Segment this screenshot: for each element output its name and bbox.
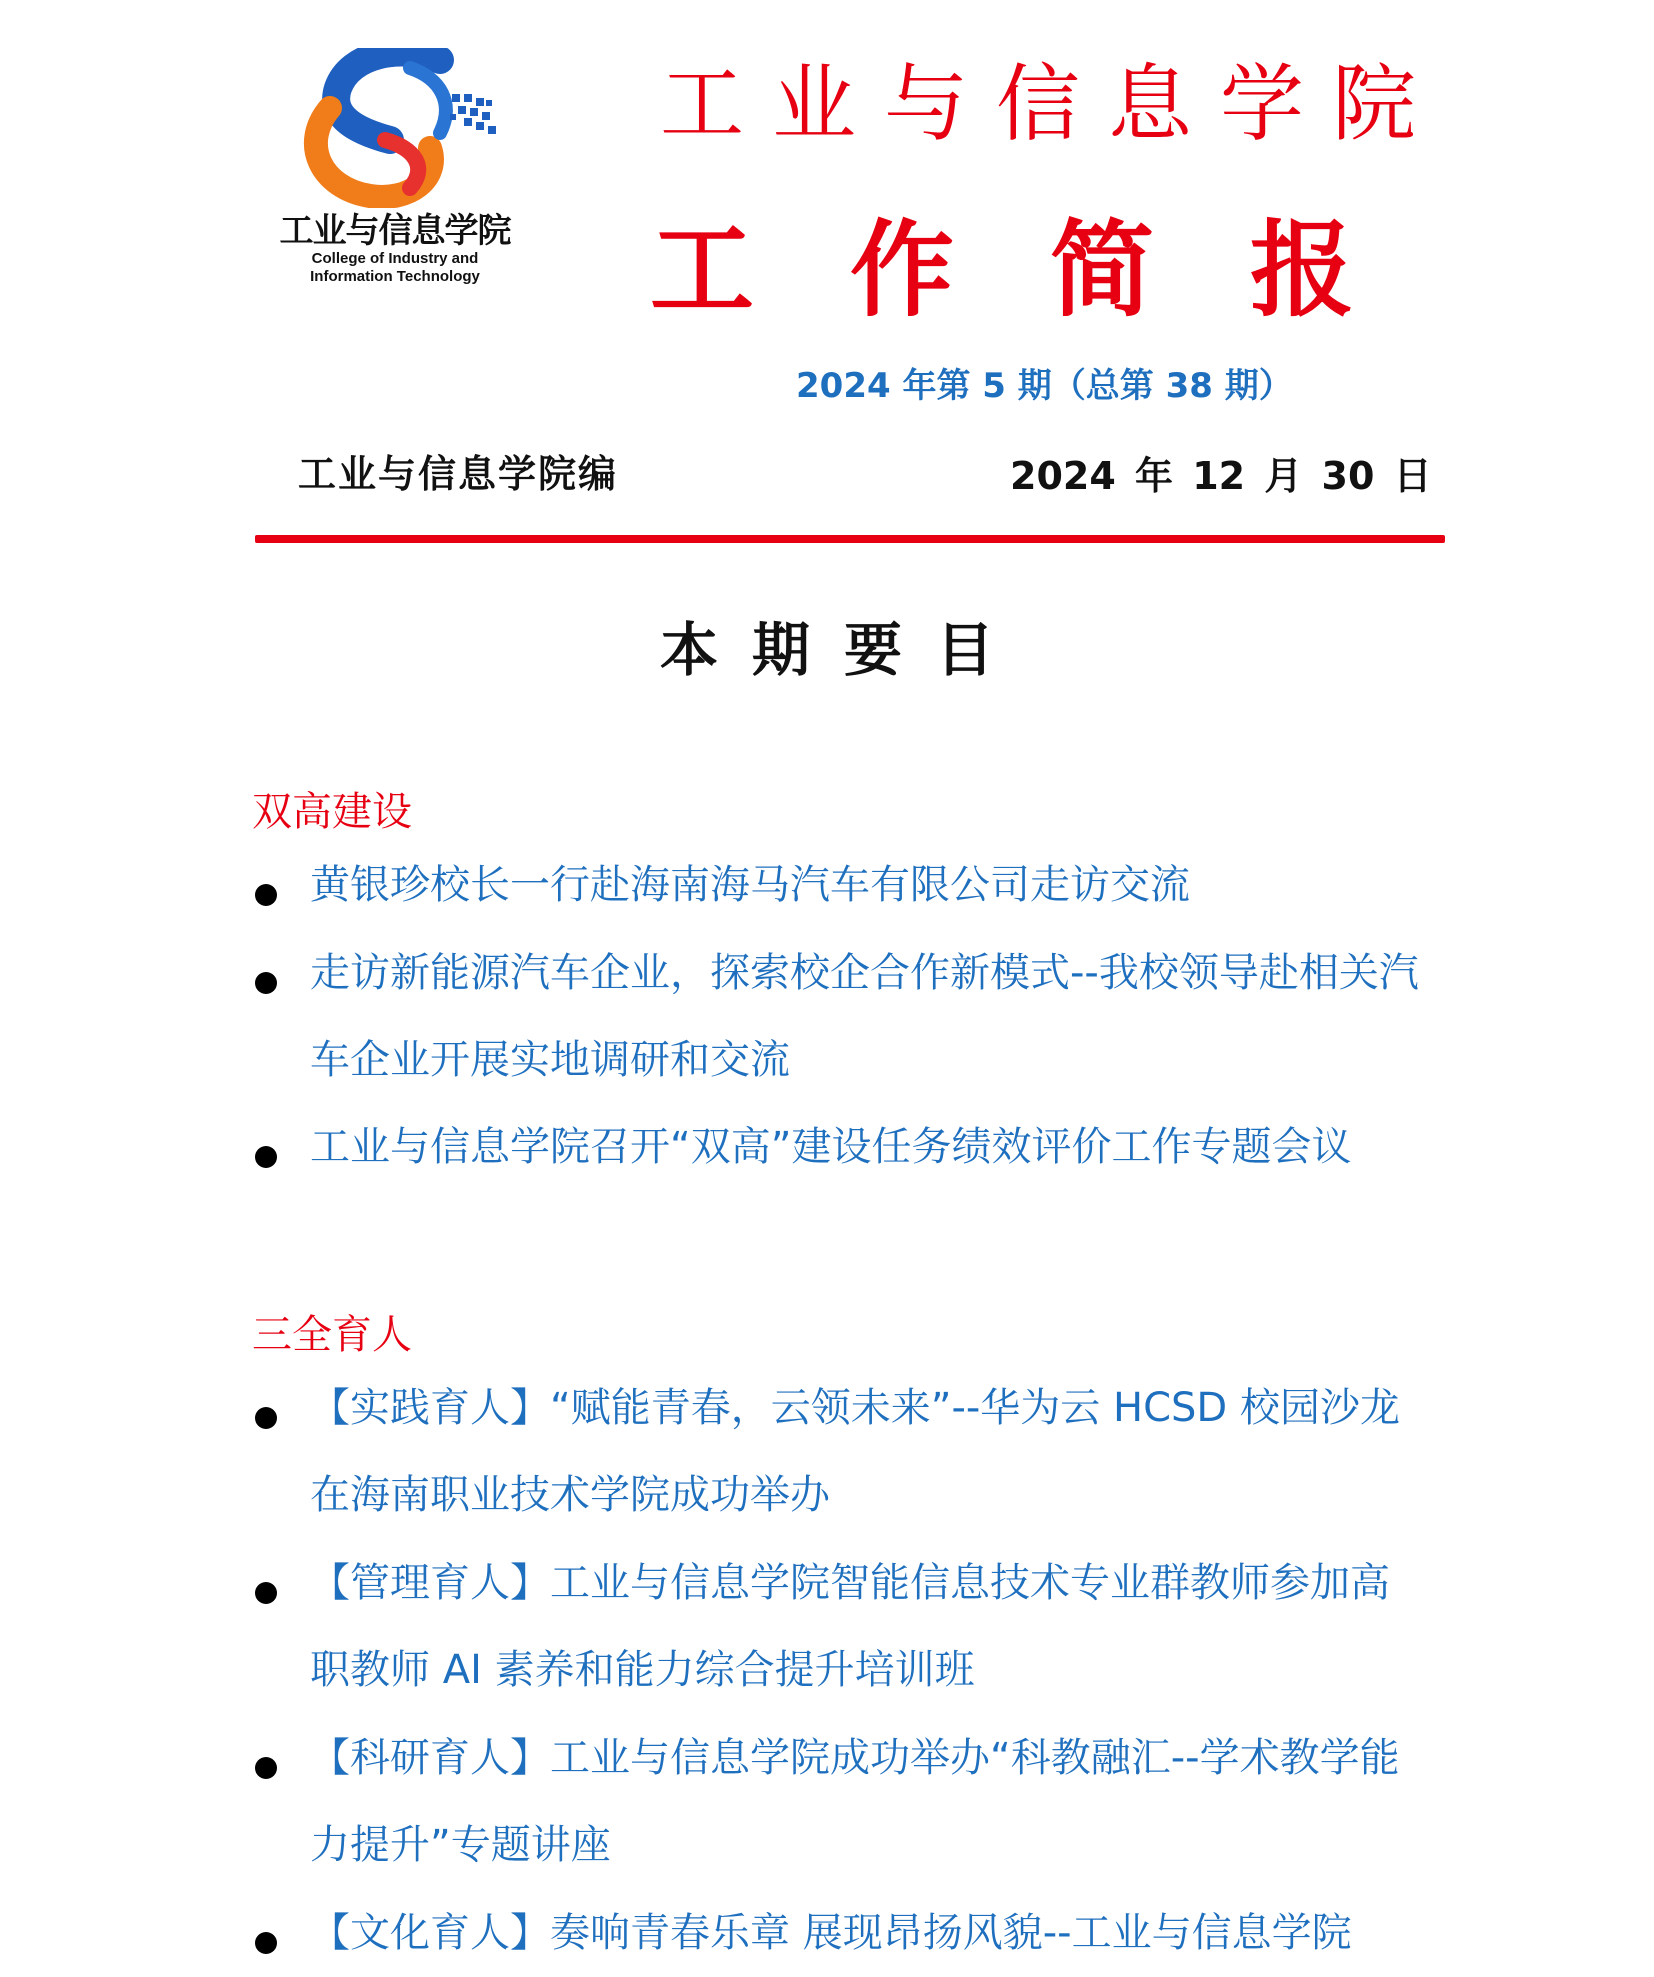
logo-name-en-line1: College of Industry and (311, 250, 479, 267)
college-emblem-icon (290, 48, 500, 208)
editor-label: 工业与信息学院编 (298, 451, 619, 496)
list-item-text: 【实践育人】“赋能青春，云领未来”--华为云 HCSD 校园沙龙在海南职业技术学院成功举办 (310, 1385, 1400, 1518)
bullet-icon (255, 1757, 277, 1779)
list-item-text: 【文化育人】奏响青春乐章 展现昂扬风貌--工业与信息学院 (310, 1910, 1352, 1956)
bullet-icon (255, 1146, 277, 1168)
list-item-text: 【科研育人】工业与信息学院成功举办“科教融汇--学术教学能力提升”专题讲座 (310, 1735, 1400, 1868)
logo-name-en-line2: Information Technology (310, 268, 480, 285)
bullet-icon (255, 884, 277, 906)
logo-name-cn: 工业与信息学院 (279, 211, 511, 251)
masthead-divider (255, 535, 1445, 543)
bullet-icon (255, 1932, 277, 1954)
bullet-icon (255, 1582, 277, 1604)
section-title-shuanggao: 双高建设 (252, 789, 412, 835)
list-item-text: 【管理育人】工业与信息学院智能信息技术专业群教师参加高职教师 AI 素养和能力综合提升培训班 (310, 1560, 1390, 1693)
publish-date: 2024 年 12 月 30 日 (1010, 454, 1432, 498)
contents-heading: 本期要目 (659, 616, 1028, 684)
list-item-text: 走访新能源汽车企业，探索校企合作新模式--我校领导赴相关汽车企业开展实地调研和交流 (310, 950, 1419, 1083)
college-logo (250, 48, 540, 298)
bullet-icon (255, 972, 277, 994)
list-item-text: 黄银珍校长一行赴海南海马汽车有限公司走访交流 (310, 862, 1190, 908)
masthead-title: 工作简报 (650, 208, 1451, 331)
list-item-text: 工业与信息学院召开“双高”建设任务绩效评价工作专题会议 (310, 1124, 1352, 1170)
issue-number: 2024 年第 5 期（总第 38 期） (796, 366, 1293, 406)
section-title-sanquan: 三全育人 (252, 1312, 412, 1358)
masthead-college-name: 工业与信息学院 (660, 55, 1445, 153)
bullet-icon (255, 1407, 277, 1429)
